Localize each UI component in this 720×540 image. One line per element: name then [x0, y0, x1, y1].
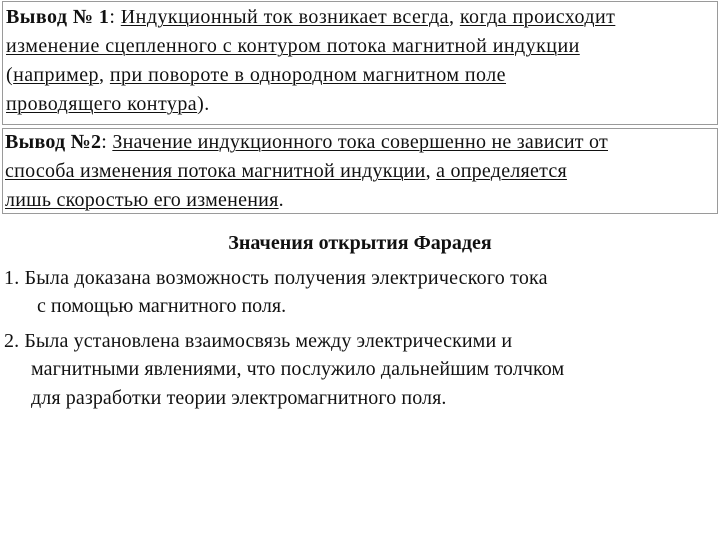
conclusion-2-line2b: а определяется	[436, 160, 567, 182]
conclusion-1-line2: изменение сцепленного с контуром потока магнитной индукции	[6, 35, 580, 57]
list-item-2-line2: магнитными явлениями, что послужило дальнейшим толчком	[31, 358, 565, 380]
conclusion-1-line3b: при повороте в однородном магнитном поле	[109, 64, 507, 86]
list-item-2-number: 2.	[4, 330, 20, 352]
list-item-1-line2: с помощью магнитного поля.	[37, 295, 287, 317]
list-item-1	[4, 264, 548, 292]
conclusion-2-line2a: способа изменения потока магнитной индукции	[5, 160, 426, 182]
conclusion-1-label: Вывод № 1	[6, 6, 110, 28]
conclusion-1-line4: проводящего контура	[6, 93, 198, 115]
conclusion-2-line1: Значение индукционного тока совершенно не зависит от	[112, 131, 608, 153]
conclusion-1-text: Вывод № 1: Индукционный ток возникает всегда, когда происходит изменение сцепленного с контуром потока магнитной индукции (например, при повороте в однородном магнитном поле проводящего контура).	[6, 6, 616, 115]
conclusion-2-label: Вывод №2	[5, 131, 102, 153]
list-item-1-line1: Была доказана возможность получения электрического тока	[24, 267, 548, 289]
list-item-1-number: 1.	[4, 267, 20, 289]
conclusion-1-line1a: Индукционный ток возникает всегда	[120, 6, 449, 28]
conclusion-1-line1b: когда происходит	[459, 6, 616, 28]
list-item-2-line3: для разработки теории электромагнитного поля.	[31, 387, 447, 409]
list-item-2	[4, 327, 512, 355]
conclusion-2-text: Вывод №2: Значение индукционного тока совершенно не зависит от способа изменения потока магнитной индукции, а определяется лишь скоростью его изменения.	[5, 131, 608, 211]
list-item-2-line1: Была установлена взаимосвязь между электрическими и	[24, 330, 513, 352]
conclusion-2-line3: лишь скоростью его изменения	[5, 189, 279, 211]
conclusion-1-line3a: например	[13, 64, 99, 86]
discoveries-title: Значения открытия Фарадея	[228, 232, 492, 254]
